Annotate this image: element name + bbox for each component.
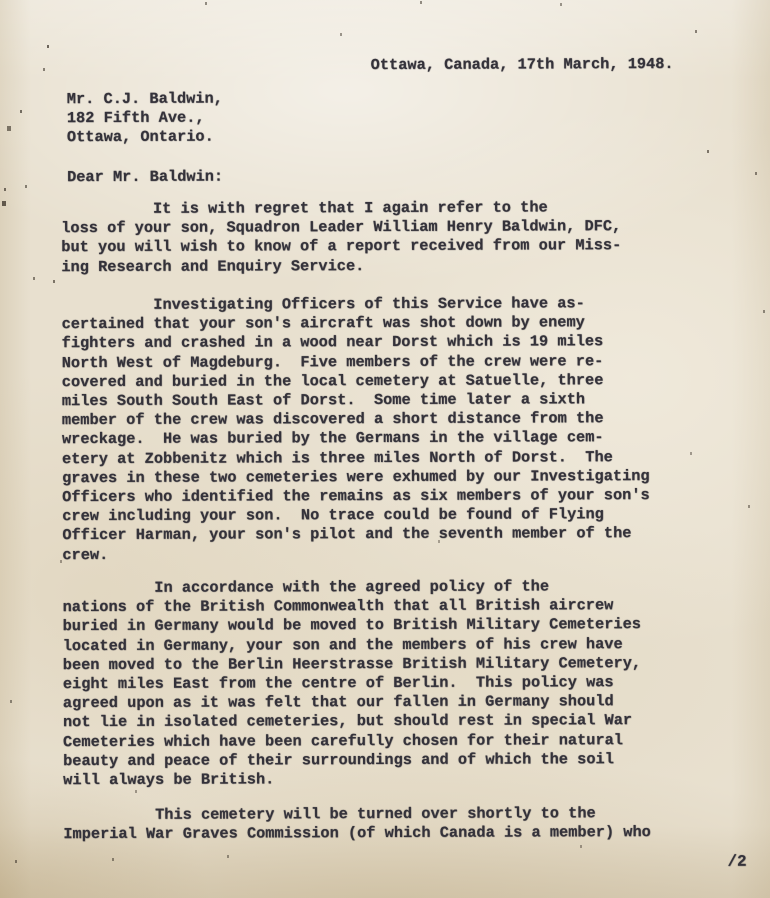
- body-paragraph-2: Investigating Officers of this Service have as- certained that your son's aircraft was shot down by enemy fighters and crashed in a wood near Dorst which is 19 miles North West of Magdeburg. Five members of the crew were re- covered and buried in the local cemetery at Satuelle, three miles South South East of Dorst. Some time later a sixth member of the crew was discovered a short distance from the wreckage. He was buried by the Germans in the village cem- etery at Zobbenitz which is three miles North of Dorst. The graves in these two cemeteries were exhumed by our Investigating Officers who identified the remains as six members of your son's crew including your son. No trace could be found of Flying Officer Harman, your son's pilot and the seventh member of the crew.: [61, 294, 650, 564]
- recipient-address: Mr. C.J. Baldwin, 182 Fifth Ave., Ottawa, Ontario.: [66, 89, 223, 147]
- dateline: Ottawa, Canada, 17th March, 1948.: [370, 54, 674, 75]
- body-paragraph-3: In accordance with the agreed policy of the nations of the British Commonwealth that all British aircrew buried in Germany would be moved to British Military Cemeteries located in Germany, your son and the members of his crew have been moved to the Berlin Heerstrasse British Military Cemetery, eight miles East from the centre of Berlin. This policy was agreed upon as it was felt that our fallen in Germany should not lie in isolated cemeteries, but should rest in special War Cemeteries which have been carefully chosen for their natural beauty and peace of their surroundings and of which the soil will always be British.: [62, 577, 642, 790]
- page-number-marker: /2: [727, 852, 747, 871]
- body-paragraph-1: It is with regret that I again refer to the loss of your son, Squadron Leader William Henry Baldwin, DFC, but you will wish to know of a report received from our Miss- ing Research and Enquiry Service.: [61, 198, 622, 276]
- salutation: Dear Mr. Baldwin:: [67, 167, 224, 187]
- body-paragraph-4: This cemetery will be turned over shortly to the Imperial War Graves Commission (of which Canada is a member) who: [63, 804, 651, 844]
